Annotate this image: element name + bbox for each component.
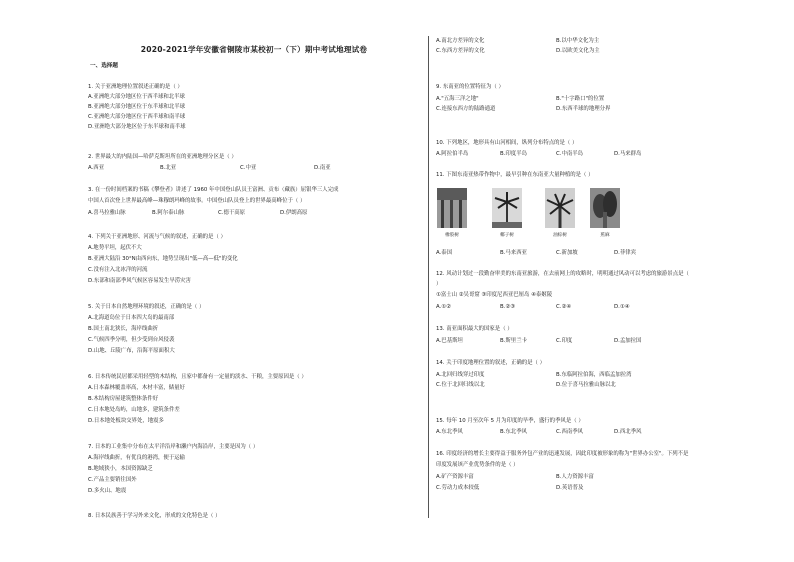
text-line: B.东临阿拉伯海，西临孟加拉湾 bbox=[556, 372, 632, 378]
text-line: B.以中华文化为主 bbox=[556, 38, 600, 44]
text-line: 13. 南亚面积最大的国家是（ ） bbox=[436, 326, 513, 332]
text-line: 印度发展该产业优势条件的是（ ） bbox=[436, 462, 519, 468]
oil-palm-photo bbox=[545, 188, 575, 228]
text-line: A.北海道岛位于日本四大岛的最南部 bbox=[88, 315, 175, 321]
caption-oil-palm: 油棕树 bbox=[553, 233, 567, 238]
text-line: 15. 每年 10 月至次年 5 月为印度的旱季，盛行的季风是（ ） bbox=[436, 418, 584, 424]
text-line: D.南亚 bbox=[314, 165, 331, 171]
text-line: D.菲律宾 bbox=[614, 250, 637, 256]
text-line: D.东西半球的地理分界 bbox=[556, 106, 611, 112]
text-line: D.以欧美文化为主 bbox=[556, 48, 600, 54]
text-line: A."五海三洋之地" bbox=[436, 96, 479, 102]
text-line: D.伊朗高原 bbox=[280, 210, 308, 216]
text-line: A.矿产资源丰富 bbox=[436, 474, 474, 480]
caption-abaca: 蕉麻 bbox=[600, 233, 610, 238]
text-line: 10. 下列地区，地形具有山河相间，纵列分布特点的是（ ） bbox=[436, 140, 578, 146]
text-line: 中国人首次登上世界最高峰—珠穆朗玛峰的故事。中国登山队员登上的世界最高峰位于（ ） bbox=[88, 198, 306, 204]
text-line: D.西北季风 bbox=[614, 429, 642, 435]
text-line: C.连接东西方的陆路通道 bbox=[436, 106, 496, 112]
text-line: B.人力资源丰富 bbox=[556, 474, 594, 480]
text-line: 12. 风动计划过一段勤奋审美的东南亚旅游，在去前网上的攻略时，明明通过风动可以考虑的旅游景点是（ bbox=[436, 271, 689, 277]
text-line: 7. 日本的工业集中分布在太平洋沿岸和濑户内海沿岸，主要是因为（ ） bbox=[88, 444, 259, 450]
text-line: C.劳动力成本较低 bbox=[436, 485, 480, 491]
text-line: A.亚洲绝大部分地区位于西半球和北半球 bbox=[88, 94, 185, 100]
text-line: 5. 关于日本自然地理环境的叙述，正确的是（ ） bbox=[88, 304, 205, 310]
text-line: C.没有注入北冰洋的河流 bbox=[88, 267, 148, 273]
caption-rubber: 橡胶树 bbox=[445, 233, 459, 238]
text-line: B.马来西亚 bbox=[500, 250, 527, 256]
text-line: B.北亚 bbox=[160, 165, 177, 171]
page-title: 2020-2021学年安徽省铜陵市某校初一（下）期中考试地理试卷 bbox=[140, 45, 368, 54]
text-line: ①富士山 ②吴哥窟 ③印度尼西亚巴厘岛 ④泰姬陵 bbox=[436, 292, 553, 298]
text-line: D.孟加拉国 bbox=[614, 338, 642, 344]
text-line: ） bbox=[436, 281, 442, 287]
text-line: C.产品主要销往国外 bbox=[88, 477, 137, 483]
text-line: C.西南季风 bbox=[556, 429, 584, 435]
text-line: 1. 关于亚洲地理位置叙述正确的是（ ） bbox=[88, 84, 183, 90]
text-line: 2. 世界最大的内陆国—哈萨克斯坦所在的亚洲地理分区是（ ） bbox=[88, 154, 237, 160]
text-line: B."十字路口"的位置 bbox=[556, 96, 605, 102]
text-line: A.西亚 bbox=[88, 165, 105, 171]
text-line: C.印度 bbox=[556, 338, 573, 344]
text-line: B.东北季风 bbox=[500, 429, 527, 435]
text-line: A.泰国 bbox=[436, 250, 453, 256]
text-line: 3. 在一份时间档案的书稿《攀登者》讲述了 1960 年中国登山队员王富洲、贡布（藏族）屈银华三人完成 bbox=[88, 187, 339, 193]
text-line: 14. 关于印度地理位置的叙述，正确的是（ ） bbox=[436, 360, 546, 366]
text-line: B.斯里兰卡 bbox=[500, 338, 527, 344]
text-line: B.国土南北狭长，海岸线曲折 bbox=[88, 326, 159, 332]
text-line: A.南北方差异的文化 bbox=[436, 38, 485, 44]
text-line: D.东部和南部季风气候区容易发生旱涝灾害 bbox=[88, 278, 191, 284]
text-line: A.巴基斯坦 bbox=[436, 338, 463, 344]
text-line: D.山地、丘陵广布，沿海平原面积大 bbox=[88, 348, 175, 354]
text-line: D.日本地处板块交界处，地震多 bbox=[88, 418, 164, 424]
caption-coconut: 椰子树 bbox=[500, 233, 514, 238]
text-line: A.①② bbox=[436, 304, 451, 310]
column-divider bbox=[428, 36, 429, 518]
text-line: C.位于北回归线以北 bbox=[436, 382, 485, 388]
section-heading: 一、选择题 bbox=[90, 63, 118, 69]
text-line: 11. 下图东南亚热带作物中，最早引种在东南亚大量种植的是（ ） bbox=[436, 172, 594, 178]
text-line: C.亚洲绝大部分地区位于西半球和南半球 bbox=[88, 114, 186, 120]
text-line: 8. 日本民族善于学习外来文化，形成的文化特色是（ ） bbox=[88, 513, 221, 519]
text-line: B.木结构房屋建筑整体条件好 bbox=[88, 396, 159, 402]
text-line: D.亚洲绝大部分地区位于东半球和南半球 bbox=[88, 124, 186, 130]
text-line: D.马来群岛 bbox=[614, 151, 642, 157]
text-line: C.日本地处岛屿，山地多，建筑条件差 bbox=[88, 407, 180, 413]
text-line: B.地域狭小，本国资源缺乏 bbox=[88, 466, 153, 472]
abaca-photo bbox=[590, 188, 620, 228]
text-line: C.德干高原 bbox=[218, 210, 246, 216]
text-line: A.阿拉伯半岛 bbox=[436, 151, 469, 157]
text-line: C.中亚 bbox=[240, 165, 257, 171]
text-line: C.新加坡 bbox=[556, 250, 578, 256]
coconut-tree-photo bbox=[492, 188, 522, 228]
text-line: A.地势平坦，起伏不大 bbox=[88, 245, 142, 251]
text-line: C.东西方差异的文化 bbox=[436, 48, 485, 54]
text-line: 16. 印度经济的增长主要得益于服务外包产业的迅速发展，因此印度被形象的称为"世界办公室"。下列不是 bbox=[436, 451, 689, 457]
text-line: D.位于喜马拉雅山脉以北 bbox=[556, 382, 616, 388]
text-line: D.多火山、地震 bbox=[88, 488, 127, 494]
text-line: D.①④ bbox=[614, 304, 630, 310]
text-line: C.②④ bbox=[556, 304, 572, 310]
text-line: A.东北季风 bbox=[436, 429, 463, 435]
text-line: C.气候四季分明，但少受到台风侵袭 bbox=[88, 337, 175, 343]
text-line: 9. 东南亚的位置特征为（ ） bbox=[436, 84, 504, 90]
text-line: A.日本森林覆盖率高，木材丰富，储量好 bbox=[88, 385, 185, 391]
text-line: A.北回归线穿过印度 bbox=[436, 372, 485, 378]
text-line: B.②③ bbox=[500, 304, 516, 310]
text-line: 6. 日本传统民居都采用轻型的木结构，且家中都备有一定量的淡水、干粮，主要原因是（ ） bbox=[88, 374, 307, 380]
text-line: A.喜马拉雅山脉 bbox=[88, 210, 126, 216]
text-line: 4. 下列关于亚洲地形、河流与气候的叙述，正确的是（ ） bbox=[88, 234, 226, 240]
text-line: A.海岸线曲折，有优良的港湾，便于运输 bbox=[88, 455, 185, 461]
text-line: D.英语普及 bbox=[556, 485, 584, 491]
text-line: B.印度半岛 bbox=[500, 151, 527, 157]
text-line: C.中南半岛 bbox=[556, 151, 584, 157]
text-line: B.亚洲大陆沿 30°N由西向东，地势呈现出"低—高—低"的变化 bbox=[88, 256, 238, 262]
rubber-tree-photo bbox=[437, 188, 467, 228]
text-line: B.阿尔泰山脉 bbox=[152, 210, 185, 216]
text-line: B.亚洲绝大部分地区位于东半球和北半球 bbox=[88, 104, 186, 110]
